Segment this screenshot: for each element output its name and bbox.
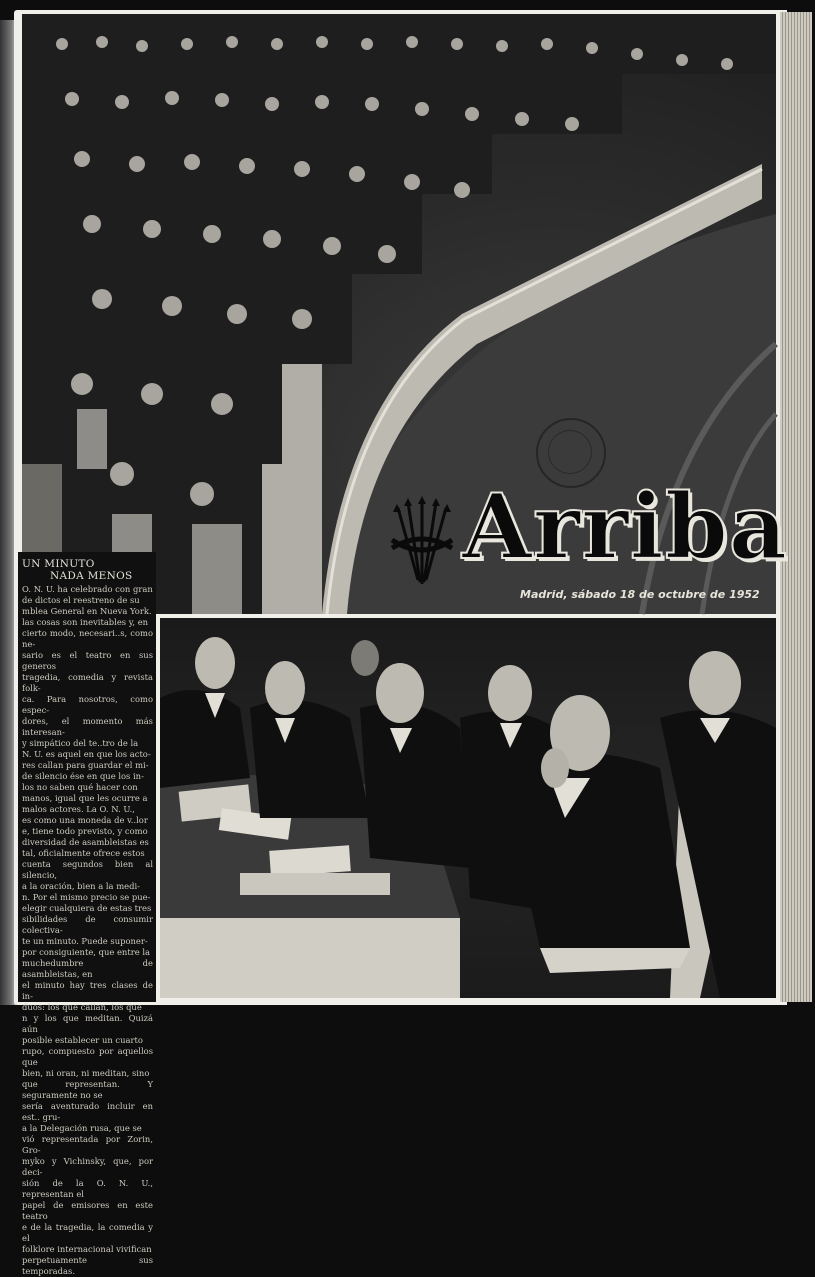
article-body: O. N. U. ha celebrado con gran de dictos el reestreno de su mblea General en Nueva York. las cosas son inevitables y, en cierto modo, necesari..s, como ne- sario es el teatro en sus generos tragedia, comedia y revista folk- ca. Para nosotros, como espec- dores, el momento más interesan- y simpático del te..tro de la N. U. es aquel en que los acto- res callan para guardar el mi- de silencio ése en que los in- los no saben qué hacer con manos, igual que les ocurre a malos actores. La O. N. U., es como una moneda de v..lor e, tiene todo previsto, y como diversidad de asambleistas es tal, oficialmente ofrece estos cuenta segundos bien al silencio, a la oración, bien a la medi- n. Por el mismo precio se pue- elegir cualquiera de estas tres sibilidades de consumir colectiva- te un minuto. Puede suponer- por consiguiente, que entre la muchedumbre de asambleistas, en el minuto hay tres clases de in- duos: los que callan, los que n y los que meditan. Quizá aún posible establecer un cuarto rupo, compuesto por aquellos que bien, ni oran, ni meditan, sino que representan. Y seguramente no se sería aventurado incluir en est.. gru- a la Delegación rusa, que se vió representada por Zorin, Gro- myko y Vichinsky, que, por deci- sión de la O. N. U., representan el papel de emisores en este teatro e de la tragedia, la comedia y el folklore internacional vivifican perpetuamente sus temporadas. bbox=[22, 584, 153, 1276]
masthead-title: Arriba bbox=[462, 474, 789, 580]
article-column bbox=[18, 552, 156, 1276]
yoke-and-arrows-emblem-icon bbox=[388, 496, 456, 588]
masthead bbox=[388, 474, 789, 610]
masthead-date: Madrid, sábado 18 de octubre de 1952 bbox=[520, 588, 760, 601]
article-headline-line1: UN MINUTO bbox=[22, 558, 95, 570]
article-headline-line2: NADA MENOS bbox=[50, 570, 133, 582]
delegation-photo bbox=[160, 618, 776, 998]
article-headline bbox=[22, 558, 153, 582]
